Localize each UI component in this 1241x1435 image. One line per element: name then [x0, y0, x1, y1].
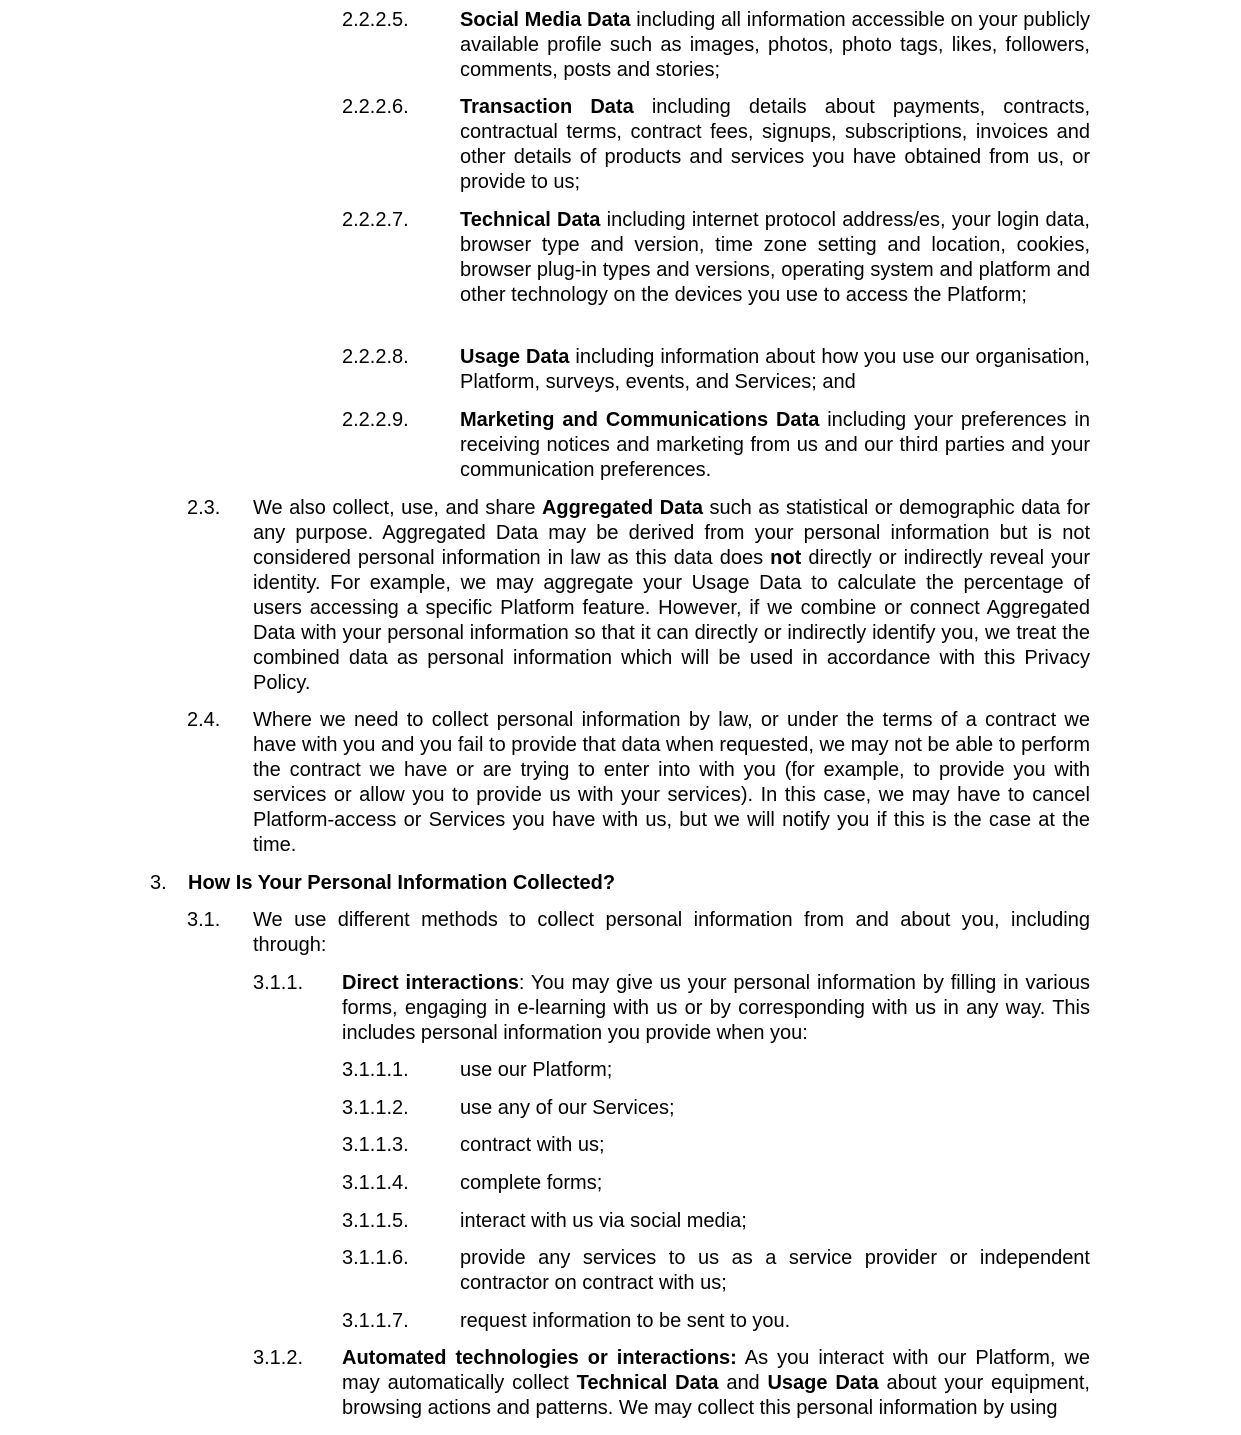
list-number: 3.1.1.5. — [342, 1210, 409, 1232]
clause-body: including internet protocol address/es, your login data, browser type and version, time zone setting and location, cookies, browser plug-in types and versions, operating system and platform and other technology on the devices you use to access the Platform; — [460, 209, 1090, 306]
section-number: 3. — [150, 872, 167, 894]
clause-text — [460, 408, 1090, 483]
clause-body: including all information accessible on your publicly available profile such as images, photos, photo tags, likes, followers, comments, posts and stories; — [460, 9, 1090, 81]
list-item — [342, 1246, 1090, 1296]
section-title: How Is Your Personal Information Collected? — [188, 872, 616, 894]
list-number: 3.1.1.6. — [342, 1247, 409, 1269]
clause-body: such as statistical or demographic data for any purpose. Aggregated Data may be derived from your personal information but is not considered personal information in law as this data does — [253, 497, 1090, 569]
list-item — [342, 1058, 1090, 1083]
clause-number: 2.2.2.5. — [342, 9, 409, 31]
list-number: 3.1.1.7. — [342, 1310, 409, 1332]
clause-term: Technical Data — [460, 209, 601, 231]
list-item — [342, 1096, 1090, 1121]
clause-number: 3.1. — [187, 909, 221, 931]
clause-3-1-1 — [253, 971, 1090, 1046]
clause-term: Technical Data — [576, 1372, 719, 1394]
list-item — [342, 1171, 1090, 1196]
clause-text — [460, 345, 1090, 395]
list-item — [342, 1209, 1090, 1234]
clause-2-3 — [187, 496, 1090, 696]
clause-text: We use different methods to collect personal information from and about you, including through: — [253, 909, 1090, 956]
clause-number: 2.4. — [187, 709, 221, 731]
clause-number: 2.3. — [187, 497, 221, 519]
clause-number: 2.2.2.9. — [342, 409, 409, 431]
clause-text — [460, 8, 1090, 83]
clause-body: including information about how you use our organisation, Platform, surveys, events, and Services; and — [460, 346, 1090, 393]
list-text: use any of our Services; — [460, 1097, 675, 1119]
list-number: 3.1.1.2. — [342, 1097, 409, 1119]
clause-text — [253, 496, 1090, 696]
clause-body: and — [718, 1372, 768, 1394]
list-number: 3.1.1.3. — [342, 1134, 409, 1156]
clause-2-2-2-6 — [342, 95, 1090, 195]
list-item — [342, 1133, 1090, 1158]
list-text: provide any services to us as a service provider or independent contractor on contract with us; — [460, 1247, 1090, 1294]
clause-term: Aggregated Data — [541, 497, 703, 519]
clause-text — [460, 95, 1090, 195]
clause-number: 3.1.1. — [253, 972, 304, 994]
list-item — [342, 1309, 1090, 1334]
clause-number: 3.1.2. — [253, 1347, 304, 1369]
clause-3-1 — [187, 908, 1090, 958]
clause-2-2-2-8 — [342, 345, 1090, 395]
clause-2-2-2-5 — [342, 8, 1090, 83]
clause-text: Where we need to collect personal information by law, or under the terms of a contract we have with you and you fail to provide that data when requested, we may not be able to perform the contract we have or are trying to enter into with you (for example, to provide you with services or allow you to provide us with your services). In this case, we may have to cancel Platform-access or Services you have with us, but we will notify you if this is the case at the time. — [253, 709, 1090, 856]
list-text: complete forms; — [460, 1172, 603, 1194]
clause-term: Marketing and Communications Data — [460, 409, 820, 431]
clause-number: 2.2.2.7. — [342, 209, 409, 231]
clause-2-4 — [187, 708, 1090, 858]
clause-number: 2.2.2.8. — [342, 346, 409, 368]
clause-2-2-2-9 — [342, 408, 1090, 483]
clause-term: Transaction Data — [460, 96, 634, 118]
clause-body: As you interact with our Platform, we may automatically collect — [342, 1347, 1090, 1394]
clause-body: directly or indirectly reveal your identity. For example, we may aggregate your Usage Data to calculate the percentage of users accessing a specific Platform feature. However, if we combine or connect Aggregated Data with your personal information so that it can directly or indirectly identify you, we treat the combined data as personal information which will be used in accordance with this Privacy Policy. — [253, 547, 1090, 694]
section-3-heading — [150, 871, 1090, 896]
clause-term: Automated technologies or interactions: — [342, 1347, 737, 1369]
list-text: use our Platform; — [460, 1059, 613, 1081]
emphasis-not: not — [770, 547, 802, 569]
clause-text — [342, 971, 1090, 1046]
clause-term: Usage Data — [460, 346, 570, 368]
list-number: 3.1.1.4. — [342, 1172, 409, 1194]
list-text: request information to be sent to you. — [460, 1310, 791, 1332]
clause-text — [342, 1346, 1090, 1421]
clause-term: Usage Data — [767, 1372, 879, 1394]
clause-term: Direct interactions — [342, 972, 519, 994]
clause-body: We also collect, use, and share — [253, 497, 542, 519]
clause-text — [460, 208, 1090, 308]
clause-body: including your preferences in receiving notices and marketing from us and our third parties and your communication preferences. — [460, 409, 1090, 481]
clause-body: : You may give us your personal information by filling in various forms, engaging in e-learning with us or by corresponding with us in any way. This includes personal information you provide when you: — [342, 972, 1090, 1044]
list-text: contract with us; — [460, 1134, 605, 1156]
list-text: interact with us via social media; — [460, 1210, 747, 1232]
clause-3-1-2 — [253, 1346, 1090, 1421]
list-number: 3.1.1.1. — [342, 1059, 409, 1081]
clause-body: about your equipment, browsing actions and patterns. We may collect this personal information by using — [342, 1372, 1090, 1419]
clause-term: Social Media Data — [460, 9, 631, 31]
clause-number: 2.2.2.6. — [342, 96, 409, 118]
clause-2-2-2-7 — [342, 208, 1090, 308]
clause-body: including details about payments, contracts, contractual terms, contract fees, signups, subscriptions, invoices and other details of products and services you have obtained from us, or provide to us; — [460, 96, 1090, 193]
